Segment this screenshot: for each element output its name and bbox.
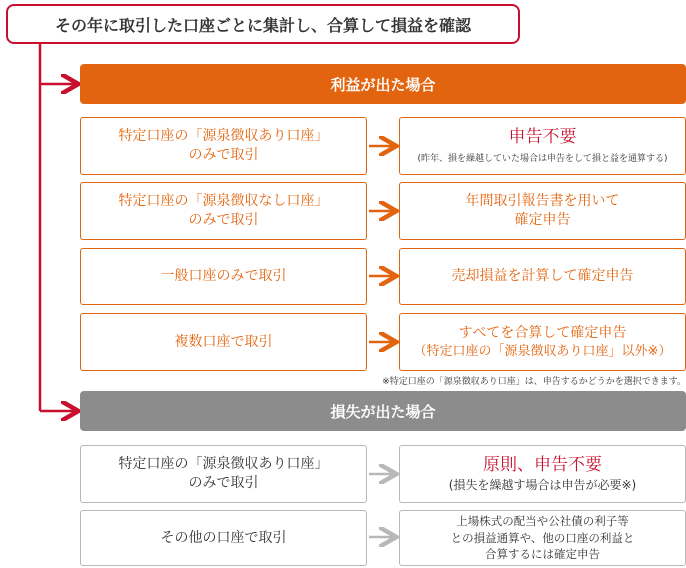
profit-result-4-note: （特定口座の「源泉徴収あり口座」以外※） [413, 343, 672, 359]
profit-result-2-line-1: 年間取引報告書を用いて [465, 193, 620, 210]
profit-result-3 [399, 248, 686, 305]
loss-case-2 [80, 510, 367, 566]
profit-footnote: ※特定口座の「源泉徴収あり口座」は、申告するかどうかを選択できます。 [382, 377, 686, 387]
profit-result-2-line-2: 確定申告 [514, 212, 571, 228]
profit-header: 利益が出た場合 [80, 64, 686, 104]
profit-result-2 [399, 182, 686, 240]
loss-result-2-line-1: 上場株式の配当や公社債の利子等 [456, 513, 629, 528]
profit-case-1-line-2: のみで取引 [188, 147, 259, 163]
loss-result-2-line-3: 合算するには確定申告 [485, 547, 600, 562]
profit-result-1-main: 申告不要 [508, 127, 577, 148]
profit-case-1-line-1: 特定口座の「源泉徴収あり口座」 [118, 128, 329, 145]
profit-result-3-line-1: 売却損益を計算して確定申告 [451, 268, 634, 285]
loss-result-2-line-2: との損益通算や、他の口座の利益と [450, 530, 635, 545]
loss-case-1 [80, 445, 367, 503]
loss-case-1-line-1: 特定口座の「源泉徴収あり口座」 [118, 456, 329, 473]
loss-result-1-main: 原則、申告不要 [483, 455, 602, 476]
loss-result-1-note: (損失を繰越す場合は申告が必要※) [448, 478, 637, 493]
profit-result-1-note: (昨年、損を繰越していた場合は申告をして損と益を通算する) [417, 154, 668, 165]
profit-case-1 [80, 117, 367, 175]
loss-case-2-line-1: その他の口座で取引 [160, 529, 287, 546]
loss-case-1-line-2: のみで取引 [188, 475, 259, 491]
loss-result-1 [399, 445, 686, 503]
profit-case-3-line-1: 一般口座のみで取引 [160, 268, 287, 285]
profit-case-2-line-1: 特定口座の「源泉徴収なし口座」 [118, 193, 329, 210]
loss-result-2 [399, 510, 686, 566]
profit-case-2 [80, 182, 367, 240]
profit-result-1 [399, 117, 686, 175]
profit-case-4 [80, 313, 367, 371]
loss-header: 損失が出た場合 [80, 391, 686, 431]
profit-case-2-line-2: のみで取引 [188, 212, 259, 228]
profit-result-4 [399, 313, 686, 371]
profit-case-4-line-1: 複数口座で取引 [174, 333, 273, 350]
profit-case-3 [80, 248, 367, 305]
diagram-title: その年に取引した口座ごとに集計し、合算して損益を確認 [6, 4, 520, 44]
profit-result-4-main: すべてを合算して確定申告 [458, 324, 627, 341]
